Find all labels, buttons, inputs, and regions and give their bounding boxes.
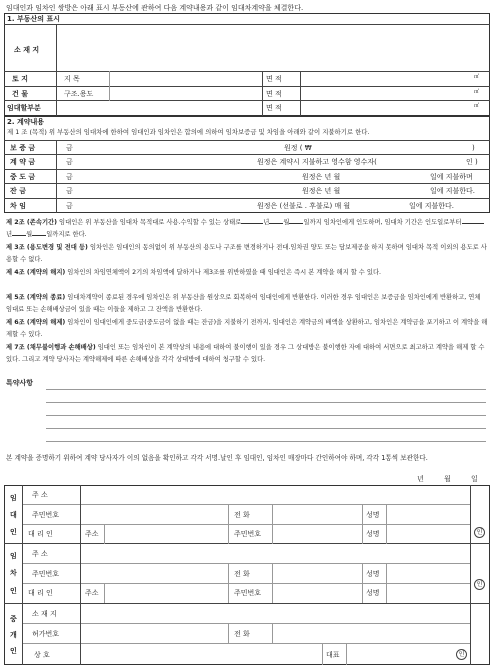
lessor-agent-addr-label: 주소	[85, 530, 99, 538]
lessee-label-2: 차	[10, 569, 17, 577]
date-day: 일	[471, 475, 478, 483]
balance-prefix: 금	[66, 187, 73, 195]
land-label: 토 지	[12, 75, 28, 83]
closing-text: 본 계약을 증명하기 위하여 계약 당사자가 이의 없음을 확인하고 각각 서명.날인 후 임대인, 임차인 매장마다 간인하여야 하며, 각각 1통씩 보관한다.	[6, 454, 428, 462]
lessor-label-3: 인	[10, 528, 17, 536]
intro-text: 임대인과 임차인 쌍방은 아래 표시 부동산에 관하여 다음 계약내용과 같이 임대차계약을 체결한다.	[6, 4, 304, 12]
lessee-name-label: 성명	[366, 570, 380, 578]
broker-rep-label: 대표	[326, 651, 340, 659]
balance-tail: 일에 지불한다.	[430, 187, 476, 195]
balance-mid: 원정은 년 월	[302, 187, 341, 195]
lessee-address-label: 주 소	[32, 550, 48, 558]
deposit-label: 보 증 금	[10, 144, 36, 152]
interim-tail: 일에 지불하며	[430, 173, 473, 181]
broker-label-3: 인	[10, 647, 17, 655]
lessee-agent-addr-label: 주소	[85, 589, 99, 597]
broker-trade-name-label: 상 호	[34, 651, 50, 659]
rent-prefix: 금	[66, 202, 73, 210]
land-area-unit: ㎡	[474, 74, 480, 80]
lessor-label-2: 대	[10, 511, 17, 519]
article5: 제 5조 (계약의 종료) 임대차계약이 종료된 경우에 임차인은 위 부동산을 원상으로 회복하여 임대인에게 반환한다. 이러한 경우 임대인은 보증금을 임차인에게 반환하고, 연체 임대료 또는 손해배상금이 있을 때는 이들을 제하고 그 잔액을 반환한다.	[6, 294, 481, 313]
lessor-phone-label: 전 화	[234, 511, 250, 519]
balance-label: 잔 금	[10, 187, 26, 195]
deposit-tail: )	[472, 144, 475, 152]
down-payment-label: 계 약 금	[10, 158, 36, 166]
lessor-agent-id-label: 주민번호	[234, 530, 262, 538]
lease-part-area-label: 면 적	[266, 104, 282, 112]
down-payment-tail: 인 )	[466, 158, 478, 166]
lessee-label-3: 인	[10, 587, 17, 595]
interim-mid: 원정은 년 월	[302, 173, 341, 181]
special-terms-field[interactable]	[46, 381, 486, 445]
special-terms-label: 특약사항	[6, 379, 34, 387]
lease-part-area-unit: ㎡	[474, 103, 480, 109]
down-payment-prefix: 금	[66, 158, 73, 166]
lease-contract-page	[4, 3, 490, 665]
broker-label-1: 중	[10, 615, 17, 623]
lessee-label-1: 임	[10, 552, 17, 560]
deposit-mid: 원정 ( ₩	[284, 144, 312, 152]
lessor-name-label: 성명	[366, 511, 380, 519]
lessee-phone-label: 전 화	[234, 570, 250, 578]
section1-title: 1. 부동산의 표시	[7, 15, 60, 23]
deposit-prefix: 금	[66, 144, 73, 152]
rent-tail: 일에 지불한다.	[409, 202, 455, 210]
interim-prefix: 금	[66, 173, 73, 181]
broker-label-2: 개	[10, 631, 17, 639]
lessee-agent-id-label: 주민번호	[234, 589, 262, 597]
date-year: 년	[417, 475, 424, 483]
building-label: 건 물	[12, 90, 28, 98]
lessor-label-1: 임	[10, 494, 17, 502]
lessor-seal-icon: 인	[474, 527, 485, 538]
building-area-label: 면 적	[266, 90, 282, 98]
address-label: 소 재 지	[14, 46, 40, 54]
lessor-agent-label: 대 리 인	[28, 530, 53, 538]
broker-seal-icon: 인	[456, 649, 467, 660]
lessor-id-label: 주민번호	[32, 511, 60, 519]
broker-office-label: 소 재 지	[32, 610, 57, 618]
article3: 제 3조 (용도변경 및 전대 등) 임차인은 임대인의 동의없이 위 부동산의 용도나 구조를 변경하거나 전대.임차권 양도 또는 담보제공을 하지 못하며 임대차 목적 이외의 용도로 사용할 수 없다.	[6, 244, 487, 263]
article1-text: 제 1 조 (목적) 위 부동산의 임대차에 한하여 임대인과 임차인은 합의에 의하여 임차보증금 및 차임을 아래와 같이 지불하기로 한다.	[7, 128, 370, 136]
broker-license-label: 허가번호	[32, 630, 60, 638]
section2-title: 2. 계약내용	[7, 118, 45, 126]
rent-label: 차 임	[10, 202, 26, 210]
building-area-unit: ㎡	[474, 89, 480, 95]
interim-label: 중 도 금	[10, 173, 36, 181]
lessee-agent-label: 대 리 인	[28, 589, 53, 597]
lessee-id-label: 주민번호	[32, 570, 60, 578]
building-struct-label: 구조.용도	[64, 90, 94, 98]
article6: 제 6조 (계약의 해제) 임차인이 임대인에게 중도금(중도금이 없을 때는 잔금)을 지불하기 전까지, 임대인은 계약금의 배액을 상환하고, 임차인은 계약금을 포기하고 이 계약을 해제할 수 있다.	[6, 319, 488, 338]
article7: 제 7조 (채무불이행과 손해배상) 임대인 또는 임차인이 본 계약상의 내용에 대하여 불이행이 있을 경우 그 상대방은 불이행한 자에 대하여 서면으로 최고하고 계약을 해제 할 수 있다. 그리고 계약 당사자는 계약해제에 따른 손해배상을 각각 상대방에 대하여 청구할 수 있다.	[6, 344, 485, 363]
land-jimok-label: 지 목	[64, 75, 80, 83]
lessee-seal-icon: 인	[474, 579, 485, 590]
address-field[interactable]	[60, 31, 488, 67]
lessor-address-label: 주 소	[32, 491, 48, 499]
rent-mid: 원정은 (선불로 . 후불로) 매 월	[257, 202, 351, 210]
land-area-label: 면 적	[266, 75, 282, 83]
article2: 제 2조 (존속기간) 임대인은 위 부동산을 임대차 목적대로 사용.수익할 수 있는 상태로 년 월 일까지 임차인에게 인도하며, 임대차 기간은 인도일로부터년 월 일까지로 한다.	[6, 217, 488, 241]
article4: 제 4조 (계약의 해지) 임차인의 차임연체액이 2기의 차임액에 달하거나 제3조를 위반하였을 때 임대인은 즉시 본 계약을 해지 할 수 있다.	[6, 269, 382, 276]
down-payment-mid: 원정은 계약시 지불하고 영수함 영수자(	[257, 158, 377, 166]
lease-part-label: 임대할부분	[7, 104, 41, 112]
broker-phone-label: 전 화	[234, 630, 250, 638]
lessee-agent-name-label: 성명	[366, 589, 380, 597]
date-month: 월	[444, 475, 451, 483]
lessor-agent-name-label: 성명	[366, 530, 380, 538]
